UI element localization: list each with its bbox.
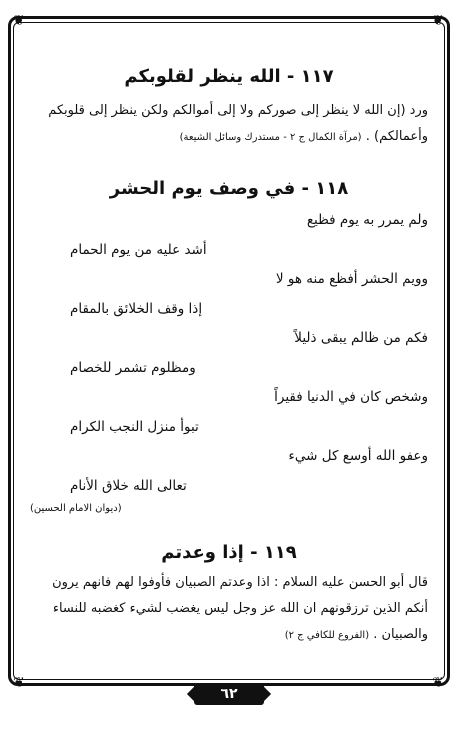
poem-verse: تبوأ منزل النجب الكرام	[70, 418, 199, 435]
section-119	[30, 542, 428, 649]
source-citation: (ديوان الامام الحسين)	[30, 503, 122, 514]
poem	[30, 206, 428, 501]
poem-verse: ومظلوم تشمر للخصام	[70, 359, 196, 376]
corner-ornament-icon: ❦	[432, 13, 444, 29]
poem-verse: فكم من ظالم يبقى ذليلاً	[294, 330, 428, 346]
poem-verse: ولم يمرر به يوم فظيع	[306, 212, 428, 228]
section-text	[30, 570, 428, 649]
section-body: قال أبو الحسن عليه السلام : اذا وعدتم الصبيان فأوفوا لهم فانهم يرون أنكم الذين ترزقونهم ان الله عز وجل ليس يغضب لشيء كغضبه للنساء والصبيان .	[52, 575, 428, 642]
poem-verse: أشد عليه من يوم الحمام	[70, 241, 207, 258]
section-title: ١١٩ - إذا وعدتم	[161, 542, 297, 563]
section-118	[30, 178, 428, 514]
page-number: ٦٢	[194, 683, 264, 705]
page-content	[30, 30, 428, 670]
corner-ornament-icon: ❦	[13, 675, 25, 691]
source-citation: (مرآة الكمال ج ٢ - مستدرك وسائل الشيعة)	[179, 132, 362, 143]
poem-verse: إذا وقف الخلائق بالمقام	[70, 300, 203, 317]
section-title: ١١٧ - الله ينظر لقلوبكم	[124, 66, 334, 87]
poem-verse: وشخص كان في الدنيا فقيراً	[274, 389, 428, 405]
corner-ornament-icon: ❦	[13, 13, 25, 29]
section-117	[30, 66, 428, 151]
poem-verse: تعالى الله خلاق الأنام	[70, 477, 187, 494]
corner-ornament-icon: ❦	[432, 675, 444, 691]
section-title: ١١٨ - في وصف يوم الحشر	[109, 178, 349, 199]
section-body: ورد (إن الله لا ينظر إلى صوركم ولا إلى أموالكم ولكن ينظر إلى قلوبكم وأعمالكم) .	[48, 103, 428, 144]
section-text	[30, 98, 428, 151]
poem-verse: وويم الحشر أفظع منه هو لا	[275, 271, 428, 287]
source-citation: (الفروع للكافي ج ٢)	[284, 630, 370, 641]
poem-verse: وعفو الله أوسع كل شيء	[288, 448, 428, 464]
